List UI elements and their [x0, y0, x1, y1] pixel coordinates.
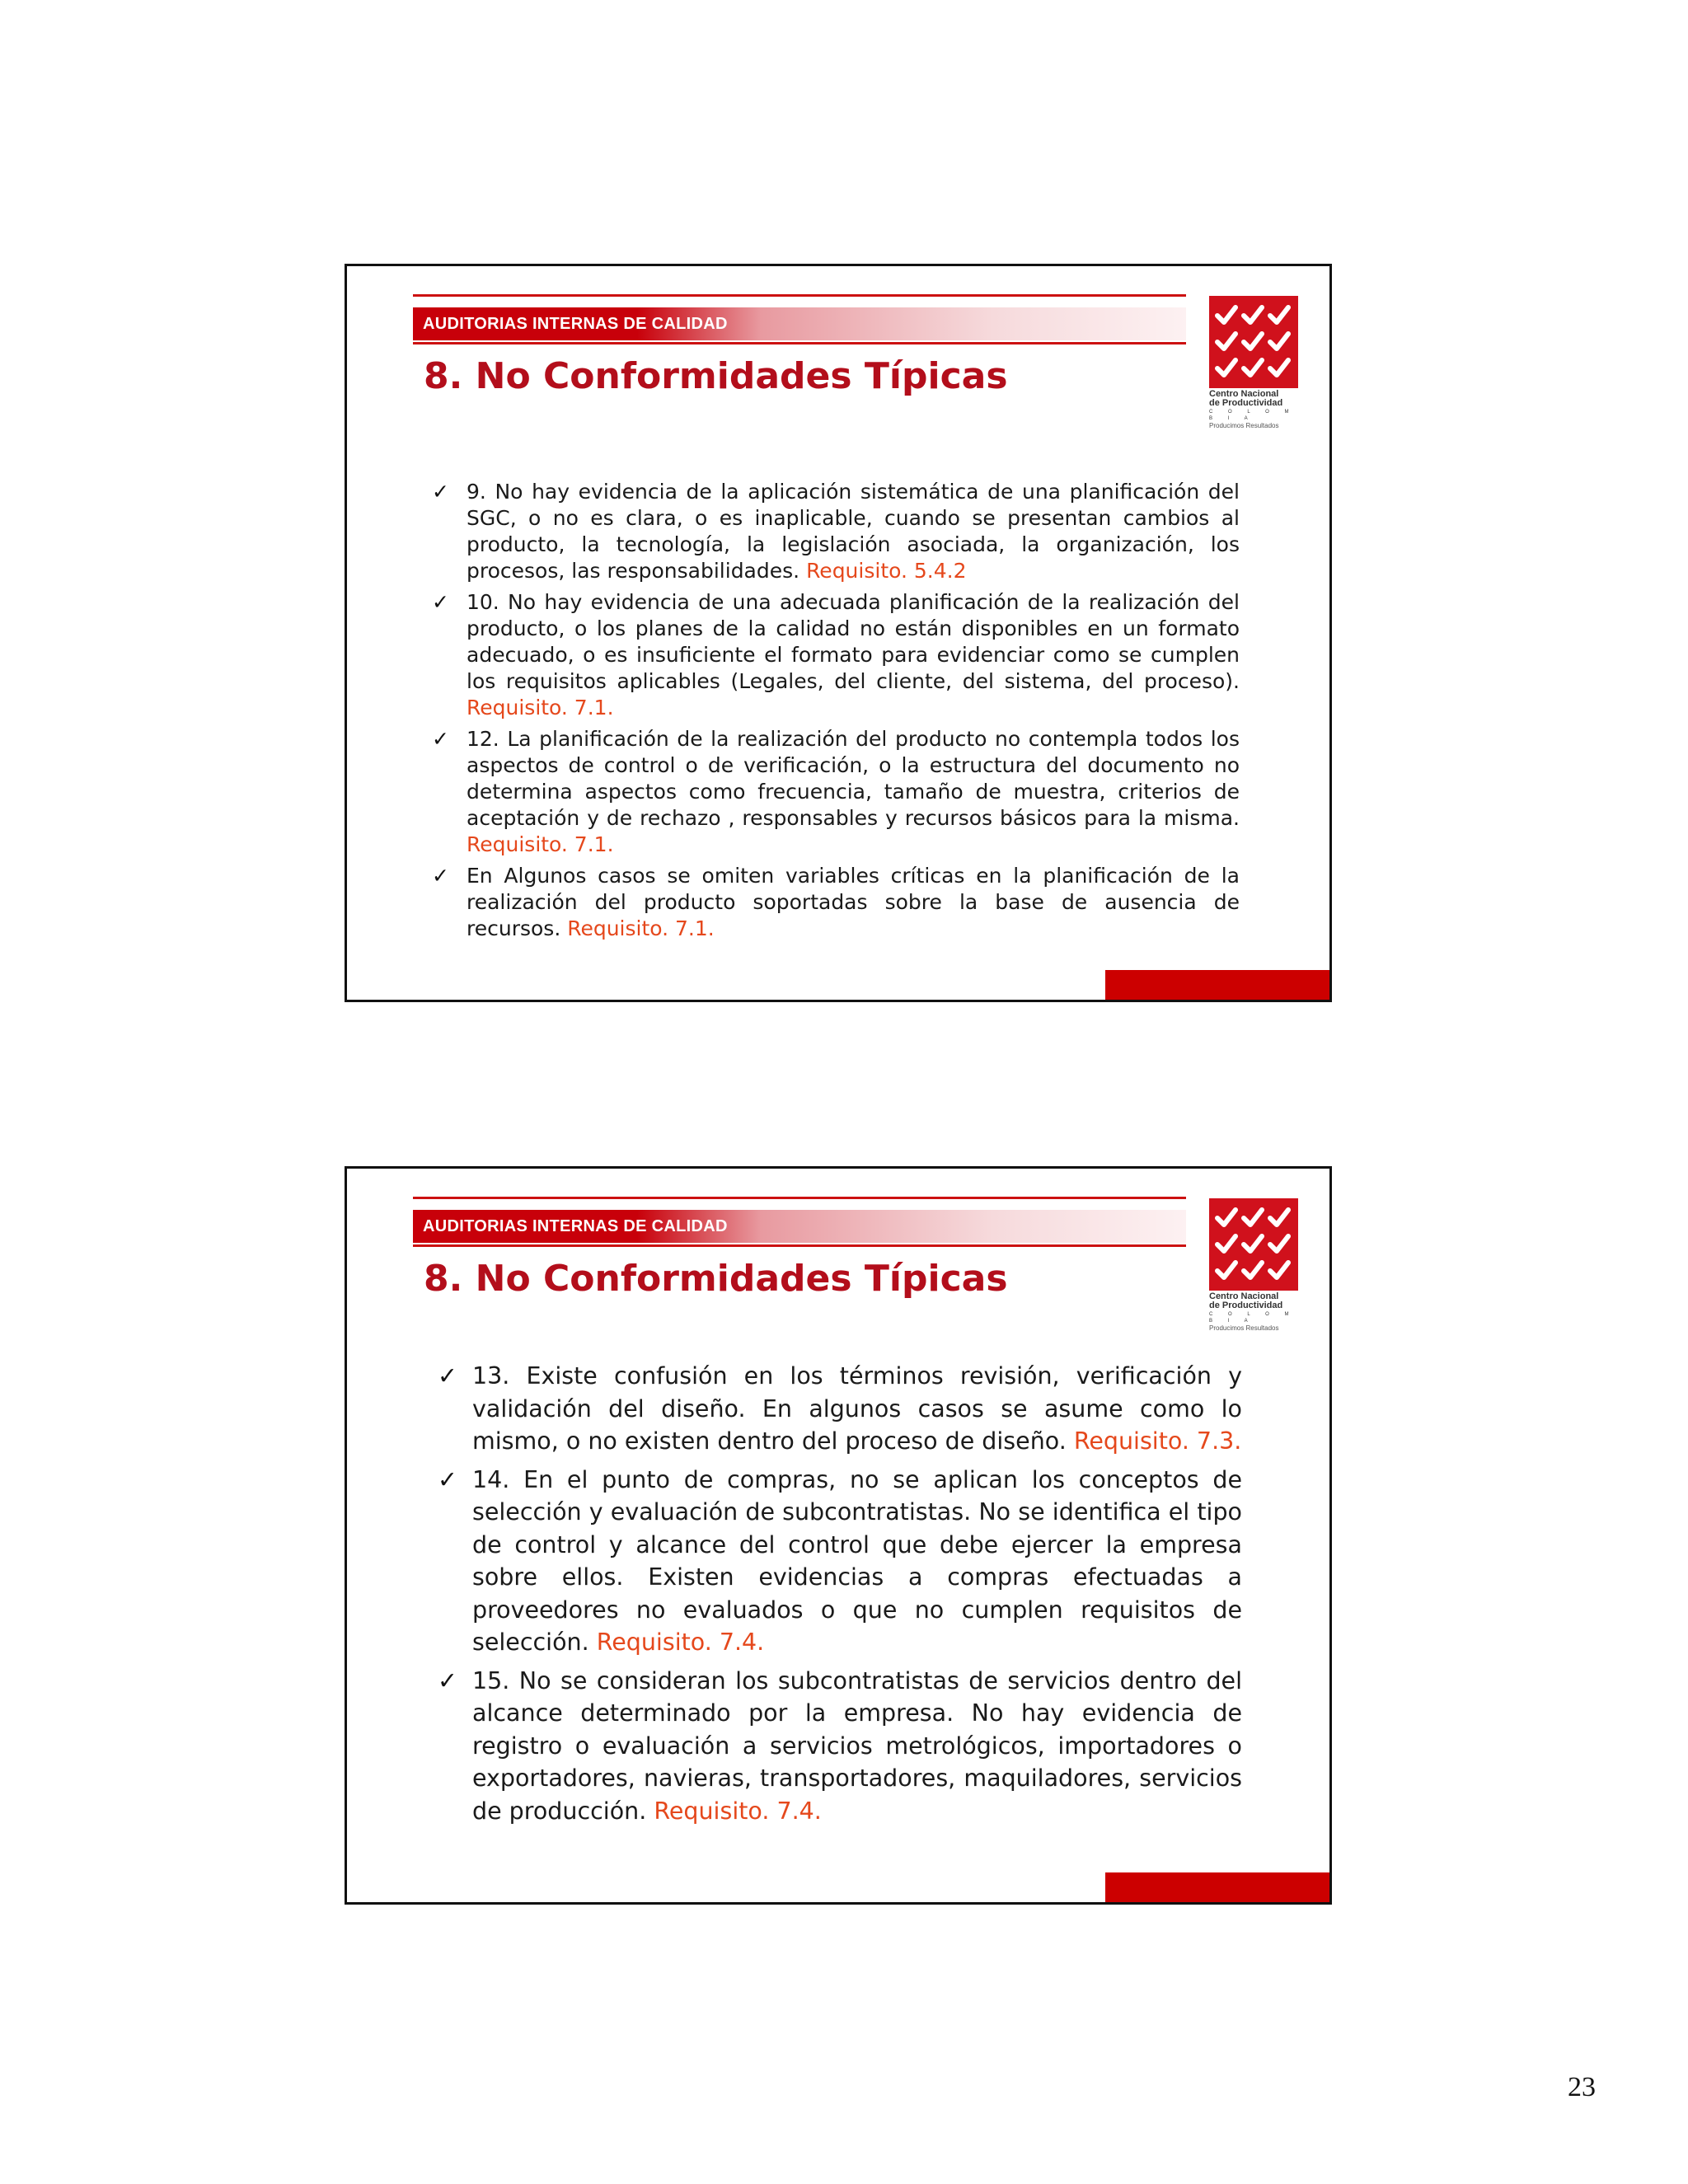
requisito-ref: Requisito. 5.4.2	[806, 559, 967, 583]
list-item	[432, 863, 1240, 942]
item-text: 14. En el punto de compras, no se aplican los conceptos de selección y evaluación de subcontratistas. No se identifica el tipo de control y alcance del control que debe ejercer la empresa sobre ellos. Existen evidencias a compras efectuadas a proveedores no evaluados o que no cumplen requisitos de selección.	[472, 1465, 1242, 1656]
checkmark-icon: ✓	[432, 864, 449, 888]
list-item	[438, 1360, 1242, 1458]
header-band	[413, 307, 1186, 340]
requisito-ref: Requisito. 7.4.	[596, 1629, 765, 1656]
header-bottom-rule	[413, 1244, 1186, 1247]
list-item	[432, 589, 1240, 721]
logo-country: C O L O M B I A	[1209, 410, 1296, 421]
header-top-rule	[413, 294, 1186, 297]
header-top-rule	[413, 1197, 1186, 1199]
footer-bar	[1105, 970, 1329, 1000]
footer-bar	[1105, 1872, 1329, 1902]
checkmark-icon: ✓	[432, 590, 449, 614]
logo-name-line2: de Productividad	[1209, 398, 1283, 408]
slide-title: 8. No Conformidades Típicas	[424, 355, 1008, 397]
checkmark-icon: ✓	[432, 727, 449, 751]
checkmarks-grid-icon	[1209, 1198, 1298, 1291]
item-text: 15. No se consideran los subcontratistas de servicios dentro del alcance determinado por la empresa. No hay evidencia de registro o evaluación a servicios metrológicos, importadores o exportadores, navieras, transportadores, maquiladores, servicios de producción.	[472, 1666, 1242, 1825]
logo-country: C O L O M B I A	[1209, 1312, 1296, 1324]
logo-name-line2: de Productividad	[1209, 1301, 1283, 1310]
checkmarks-grid-icon	[1209, 296, 1298, 388]
requisito-ref: Requisito. 7.1.	[467, 696, 614, 719]
logo-tagline: Producimos Resultados	[1209, 1324, 1279, 1332]
logo-name-line1: Centro Nacional	[1209, 389, 1279, 399]
logo-name-line1: Centro Nacional	[1209, 1291, 1279, 1301]
checkmark-icon: ✓	[438, 1465, 457, 1493]
item-text: 12. La planificación de la realización del producto no contempla todos los aspectos de control o de verificación, o la estructura del documento no determina aspectos como frecuencia, tamaño de muestra, criterios de aceptación y de rechazo , responsables y recursos básicos para la misma.	[467, 727, 1240, 830]
checkmark-icon: ✓	[438, 1362, 457, 1390]
header-bottom-rule	[413, 342, 1186, 344]
header-band	[413, 1210, 1186, 1243]
item-text: 9. No hay evidencia de la aplicación sistemática de una planificación del SGC, o no es clara, o es inaplicable, cuando se presentan cambios al producto, la tecnología, la legislación asociada, la organización, los procesos, las responsabilidades.	[467, 480, 1240, 583]
item-text: 10. No hay evidencia de una adecuada planificación de la realización del producto, o los planes de la calidad no están disponibles en un formato adecuado, o es insuficiente el formato para evidenciar como se cumplen los requisitos aplicables (Legales, del cliente, del sistema, del proceso).	[467, 590, 1240, 693]
checkmark-icon: ✓	[432, 480, 449, 504]
header-label: AUDITORIAS INTERNAS DE CALIDAD	[423, 1217, 728, 1235]
logo-text	[1209, 390, 1308, 429]
checkmark-icon: ✓	[438, 1666, 457, 1694]
slide-1	[345, 264, 1332, 1002]
slide-title: 8. No Conformidades Típicas	[424, 1258, 1008, 1300]
header-label: AUDITORIAS INTERNAS DE CALIDAD	[423, 315, 728, 333]
page-number: 23	[1568, 2072, 1596, 2102]
slide-2	[345, 1166, 1332, 1905]
logo-text	[1209, 1292, 1308, 1332]
logo-tagline: Producimos Resultados	[1209, 422, 1279, 429]
requisito-ref: Requisito. 7.4.	[654, 1797, 822, 1825]
list-item	[432, 726, 1240, 858]
nonconformity-list	[432, 479, 1240, 947]
requisito-ref: Requisito. 7.1.	[467, 832, 614, 856]
item-text: 13. Existe confusión en los términos revisión, verificación y validación del diseño. En algunos casos se asume como lo mismo, o no existen dentro del proceso de diseño.	[472, 1362, 1242, 1455]
list-item	[432, 479, 1240, 584]
list-item	[438, 1665, 1242, 1828]
requisito-ref: Requisito. 7.3.	[1073, 1427, 1242, 1455]
item-text: En Algunos casos se omiten variables críticas en la planificación de la realización del producto soportadas sobre la base de ausencia de recursos.	[467, 864, 1240, 940]
nonconformity-list	[438, 1360, 1242, 1833]
list-item	[438, 1464, 1242, 1659]
requisito-ref: Requisito. 7.1.	[567, 916, 715, 940]
